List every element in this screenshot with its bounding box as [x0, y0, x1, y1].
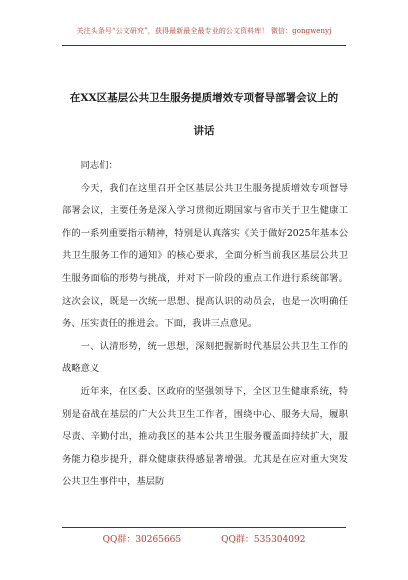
footer-contact	[0, 532, 408, 545]
section-heading-1: 一、认清形势，统一思想，深刻把握新时代基层公共卫生工作的战略意义	[62, 340, 348, 375]
document-title: 在XX区基层公共卫生服务提质增效专项督导部署会议上的	[69, 92, 339, 104]
header-notice: 关注头条号“公文研究”，获得最新最全最专业的公文资料库！ 微信：gongwenyj	[76, 27, 332, 35]
qq-group-1: QQ群：30265665	[102, 535, 182, 545]
header-divider	[62, 45, 346, 46]
greeting: 同志们：	[80, 160, 118, 171]
paragraph-section-1: 近年来，在区委、区政府的坚强领导下，全区卫生健康系统，特别是奋战在基层的广大公共卫生工作者，围绕中心、服务大局，履职尽责、辛勤付出，推动我区的基本公共卫生服务覆盖面持续扩大，服务能力稳步提升，群众健康获得感显著增强。尤其是在应对重大突发公共卫生事件中，基层防	[62, 385, 348, 488]
qq-group-2: QQ群：535304092	[221, 535, 306, 545]
document-title-continued: 讲话	[193, 125, 215, 137]
footer-divider	[62, 527, 346, 528]
document-body	[62, 155, 348, 494]
paragraph-intro: 今天，我们在这里召开全区基层公共卫生服务提质增效专项督导部署会议，主要任务是深入学习贯彻近期国家与省市关于卫生健康工作的一系列重要指示精神，特别是认真落实《关于做好2025年基本公共卫生服务工作的通知》的核心要求，全面分析当前我区基层公共卫生服务面临的形势与挑战，并对下一阶段的重点工作进行系统部署。这次会议，既是一次统一思想、提高认识的动员会，也是一次明确任务、压实责任的推进会。下面，我讲三点意见。	[62, 182, 348, 330]
